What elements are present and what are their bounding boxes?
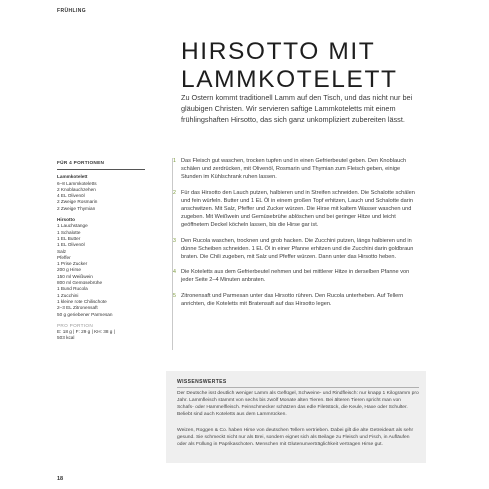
nutrition-info: 503 kcal [57, 335, 75, 341]
ingredient-item: 800 ml Gemüsebrühe [57, 280, 103, 286]
step [166, 268, 421, 284]
step-number: 4 [173, 269, 176, 276]
ingredient-item: 50 g geriebener Parmesan [57, 311, 113, 317]
info-box-divider [177, 387, 419, 388]
ingredient-item: 1 Bund Rucola [57, 286, 88, 292]
intro-text: Zu Ostern kommt traditionell Lamm auf den Tisch, und das nicht nur bei gläubigen Christen. Wir servieren saftige Lammkoteletts mit einem frühlingshaften Hirsotto, das sich ganz unkompliziert zubereiten lässt. [181, 93, 413, 124]
servings-label: FÜR 4 PORTIONEN [57, 160, 105, 165]
preparation-steps [166, 157, 421, 315]
section-label: FRÜHLING [57, 8, 87, 14]
step-text: Die Koteletts aus dem Gefrierbeutel nehmen und bei mittlerer Hitze in derselben Pfanne von jeder Seite 2–4 Minuten anbraten. [181, 269, 410, 284]
ingredient-item: Salz [57, 248, 67, 254]
ingredient-item: 2 Zweige Thymian [57, 205, 96, 211]
page-number: 18 [57, 476, 64, 482]
ingredient-item: 4 EL Olivenöl [57, 193, 85, 199]
ingredient-item: 1 kleine rote Chilischote [57, 298, 107, 304]
ingredient-group-title: Lammkotelett [57, 174, 88, 180]
step-number: 5 [173, 292, 176, 299]
step [166, 292, 421, 308]
recipe-title-line: LAMMKOTELETT [181, 65, 398, 93]
step-text: Das Fleisch gut waschen, trocken tupfen und in einen Gefrierbeutel geben. Den Knoblauch schälen und zerdrücken, mit Olivenöl, Rosmarin und Thymian zum Fleisch geben, einige Stunden im Kühlschrank ruhen lassen. [181, 158, 407, 181]
ingredient-item: 1 Schalotte [57, 229, 81, 235]
ingredient-item: 6–8 Lammkoteletts [57, 180, 97, 186]
step-text: Für das Hirsotto den Lauch putzen, halbieren und in Streifen schneiden. Die Schalotte schälen und fein würfeln. Butter und 1 EL Öl in einem großen Topf erhitzen, Lauch und Schalotte darin anschwitzen. Mit Salz, Pfeffer und Zucker würzen. Die Hirse mit kaltem Wasser waschen und zugeben. Mit Weißwein und Gemüsebrühe ablöschen und bei geringer Hitze und leicht geöffnetem Deckel köcheln lassen, bis die Hirse gar ist. [181, 189, 415, 229]
step-text: Den Rucola waschen, trocknen und grob hacken. Die Zucchini putzen, längs halbieren und in dünne Scheiben schneiden. 1 EL Öl in einer Pfanne erhitzen und die Zucchini darin goldbraun braten. Die Chili zugeben, mit Salz und Pfeffer würzen. Dann unter das Hirsotto heben. [181, 237, 414, 261]
ingredient-item: 1 Zucchini [57, 292, 79, 298]
ingredient-item: 2–3 EL Zitronensaft [57, 305, 98, 311]
ingredient-item: 1 Lauchstange [57, 223, 88, 229]
step [166, 237, 421, 262]
step [166, 189, 421, 230]
ingredient-item: 200 g Hirse [57, 267, 81, 273]
step-number: 3 [173, 237, 176, 244]
ingredient-item: 1 EL Butter [57, 235, 81, 241]
divider [57, 169, 145, 170]
ingredient-item: 150 ml Weißwein [57, 273, 93, 279]
ingredients-sidebar [57, 160, 162, 342]
step-text: Zitronensaft und Parmesan unter das Hirsotto rühren. Den Rucola unterheben. Auf Tellern anrichten, die Koteletts mit Bratensaft auf das Hirsotto legen. [181, 292, 404, 307]
ingredient-group-title: Hirsotto [57, 217, 75, 223]
per-portion-label: PRO PORTION [57, 322, 94, 328]
info-box-title: WISSENSWERTES [177, 379, 227, 385]
nutrition-info: E: 18 g | F: 29 g | KH: 38 g | [57, 329, 115, 335]
step-number: 1 [173, 158, 176, 164]
ingredient-item: 2 Zweige Rosmarin [57, 199, 98, 205]
ingredient-item: 1 Prise Zucker [57, 261, 88, 267]
info-paragraph: Der Deutsche isst deutlich weniger Lamm als Geflügel, Schweine- und Rindfleisch: nur knapp 1 Kilogramm pro Jahr. Lammfleisch stammt von sechs bis zwölf Monate alten Tieren. Bei älteren Tieren spricht man von Schafs- oder Hammelfleisch. Feinschmecker schätzen das edle Filetstück, die Keule, Haxe oder Schulter. Beliebt sind auch Koteletts aus dem Lammrücken. [177, 391, 419, 417]
ingredient-item: 2 Knoblauchzehen [57, 186, 96, 192]
ingredient-item: 1 EL Olivenöl [57, 242, 85, 248]
step [166, 157, 421, 182]
recipe-title-line: HIRSOTTO MIT [181, 38, 376, 65]
ingredient-item: Pfeffer [57, 254, 71, 260]
step-number: 2 [173, 189, 176, 196]
info-paragraph: Weizen, Roggen & Co. haben Hirse von deutschen Tellern vertrieben. Dabei gilt die alte Getreideart als sehr gesund. Sie schmeckt nicht nur als Brei, sondern eignet sich als Beilage zu Fleisch und Fisch, in Aufläufen oder als Füllung in Paprikaschoten. Menschen mit Glutenunverträglichkeit vertragen Hirse gut. [177, 428, 414, 447]
recipe-title [181, 38, 398, 93]
